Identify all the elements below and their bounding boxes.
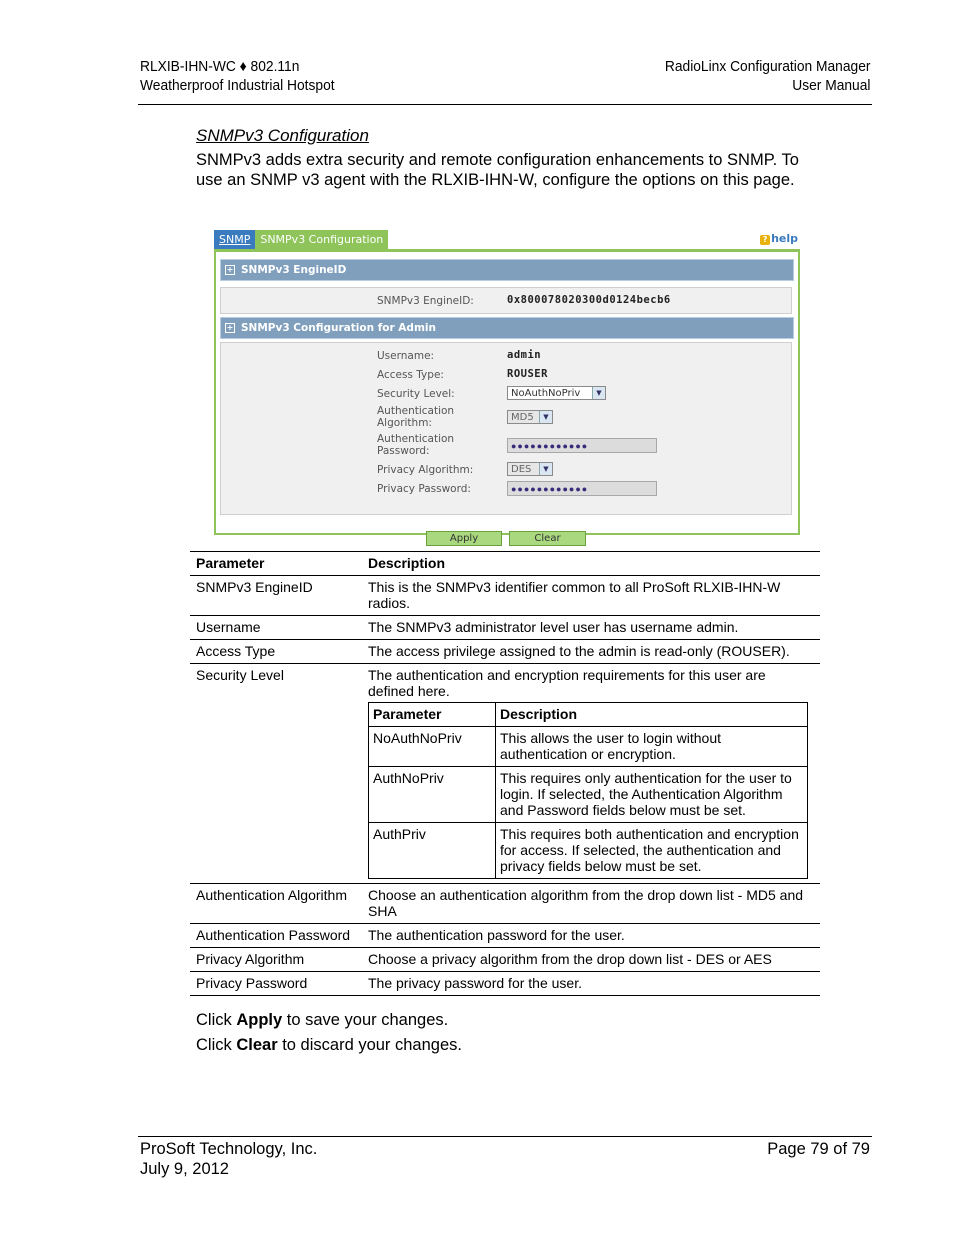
- snmpv3-screenshot: [214, 230, 798, 544]
- access-type-label: Access Type:: [377, 369, 444, 381]
- admin-section-bar[interactable]: [220, 317, 794, 339]
- admin-section-box: [220, 342, 792, 515]
- header-divider: [138, 104, 872, 105]
- privacy-algorithm-label: Privacy Algorithm:: [377, 464, 474, 476]
- help-icon: ?: [760, 235, 770, 245]
- footer-page-number: Page 79 of 79: [767, 1140, 870, 1158]
- expand-icon: +: [226, 265, 234, 274]
- row-parameter: Security Level: [190, 664, 362, 884]
- row-description: The privacy password for the user.: [362, 972, 820, 996]
- parameter-table: [190, 551, 820, 996]
- table-row: [190, 640, 820, 664]
- header-right: [664, 57, 870, 95]
- table-row: [190, 884, 820, 924]
- header-product: RLXIB-IHN-WC ♦ 802.11n: [140, 58, 300, 75]
- section-title: SNMPv3 Configuration: [196, 126, 369, 145]
- auth-algorithm-label: Authentication Algorithm:: [377, 405, 455, 429]
- table-row: [190, 664, 820, 884]
- row-description: The access privilege assigned to the admin is read-only (ROUSER).: [362, 640, 820, 664]
- subtable-parameter: AuthPriv: [369, 823, 496, 879]
- engine-id-value: 0x800078020300d0124becb6: [507, 294, 671, 306]
- row-parameter: Privacy Algorithm: [190, 948, 362, 972]
- header-doc-title: RadioLinx Configuration Manager: [664, 58, 870, 75]
- footer-date: July 9, 2012: [140, 1160, 229, 1178]
- subtable-row: [369, 727, 808, 767]
- subtable-header-parameter: Parameter: [369, 703, 496, 727]
- footer-company: ProSoft Technology, Inc.: [140, 1140, 318, 1158]
- admin-section-title: SNMPv3 Configuration for Admin: [241, 322, 436, 334]
- privacy-algorithm-value: DES: [511, 464, 532, 475]
- header-left: [140, 57, 335, 95]
- header-product-desc: Weatherproof Industrial Hotspot: [140, 77, 335, 94]
- table-row: [190, 972, 820, 996]
- subtable-parameter: AuthNoPriv: [369, 767, 496, 823]
- row-parameter: SNMPv3 EngineID: [190, 576, 362, 616]
- row-description: The SNMPv3 administrator level user has username admin.: [362, 616, 820, 640]
- row-parameter: Authentication Algorithm: [190, 884, 362, 924]
- tab-bar: [214, 230, 388, 249]
- expand-icon: +: [226, 323, 234, 332]
- table-row: [190, 924, 820, 948]
- row-parameter: Username: [190, 616, 362, 640]
- engine-id-label: SNMPv3 EngineID:: [377, 295, 474, 307]
- username-value: admin: [507, 349, 542, 361]
- subtable-description: This requires only authentication for the user to login. If selected, the Authentication Algorithm and Password fields below must be set.: [496, 767, 808, 823]
- privacy-password-input[interactable]: ●●●●●●●●●●●●: [507, 481, 657, 496]
- clear-keyword: Clear: [236, 1036, 278, 1054]
- auth-algorithm-select[interactable]: [507, 410, 553, 424]
- tab-snmp[interactable]: SNMP: [214, 230, 255, 249]
- subtable-description: This allows the user to login without authentication or encryption.: [496, 727, 808, 767]
- chevron-down-icon: ▼: [592, 387, 605, 399]
- engine-section-box: [220, 287, 792, 314]
- row-description: Choose a privacy algorithm from the drop down list - DES or AES: [362, 948, 820, 972]
- column-header-parameter: Parameter: [190, 552, 362, 576]
- chevron-down-icon: ▼: [539, 411, 552, 423]
- table-row: [190, 948, 820, 972]
- privacy-password-label: Privacy Password:: [377, 483, 471, 495]
- row-parameter: Access Type: [190, 640, 362, 664]
- config-frame: [214, 249, 800, 544]
- row-description: The authentication password for the user.: [362, 924, 820, 948]
- security-level-description: The authentication and encryption requirements for this user are defined here.: [368, 667, 766, 699]
- privacy-algorithm-select[interactable]: [507, 462, 553, 476]
- auth-password-label: Authentication Password:: [377, 433, 455, 457]
- column-header-description: Description: [362, 552, 820, 576]
- row-description: [362, 664, 820, 884]
- username-label: Username:: [377, 350, 435, 362]
- subtable-row: [369, 767, 808, 823]
- subtable-parameter: NoAuthNoPriv: [369, 727, 496, 767]
- subtable-description: This requires both authentication and encryption for access. If selected, the authentication and privacy fields below must be set.: [496, 823, 808, 879]
- help-link[interactable]: [760, 232, 798, 245]
- security-level-label: Security Level:: [377, 388, 455, 400]
- row-description: This is the SNMPv3 identifier common to all ProSoft RLXIB-IHN-W radios.: [362, 576, 820, 616]
- subtable-header-description: Description: [496, 703, 808, 727]
- subtable-row: [369, 823, 808, 879]
- header-doc-type: User Manual: [791, 77, 870, 94]
- row-description: Choose an authentication algorithm from the drop down list - MD5 and SHA: [362, 884, 820, 924]
- security-level-select[interactable]: [507, 386, 606, 400]
- table-row: [190, 576, 820, 616]
- chevron-down-icon: ▼: [539, 463, 552, 475]
- auth-algorithm-value: MD5: [511, 412, 534, 423]
- row-parameter: Authentication Password: [190, 924, 362, 948]
- auth-password-input[interactable]: ●●●●●●●●●●●●: [507, 438, 657, 453]
- apply-instruction: Click Apply to save your changes.: [196, 1011, 449, 1029]
- intro-paragraph: SNMPv3 adds extra security and remote configuration enhancements to SNMP. To use an SNMP v3 agent with the RLXIB-IHN-W, configure the options on this page.: [196, 151, 799, 189]
- apply-keyword: Apply: [236, 1011, 283, 1029]
- help-label: help: [771, 232, 798, 245]
- table-row: [190, 616, 820, 640]
- footer-divider: [138, 1136, 872, 1137]
- footer-left: [140, 1139, 317, 1179]
- row-parameter: Privacy Password: [190, 972, 362, 996]
- engine-section-bar[interactable]: [220, 259, 794, 281]
- security-level-subtable: [368, 702, 808, 879]
- clear-instruction: Click Clear to discard your changes.: [196, 1036, 462, 1054]
- tab-snmpv3-configuration[interactable]: SNMPv3 Configuration: [255, 230, 388, 249]
- apply-button[interactable]: Apply: [426, 531, 502, 546]
- table-header-row: [190, 552, 820, 576]
- engine-section-title: SNMPv3 EngineID: [241, 264, 347, 276]
- subtable-header-row: [369, 703, 808, 727]
- access-type-value: ROUSER: [507, 368, 548, 380]
- security-level-value: NoAuthNoPriv: [511, 388, 581, 399]
- clear-button[interactable]: Clear: [509, 531, 586, 546]
